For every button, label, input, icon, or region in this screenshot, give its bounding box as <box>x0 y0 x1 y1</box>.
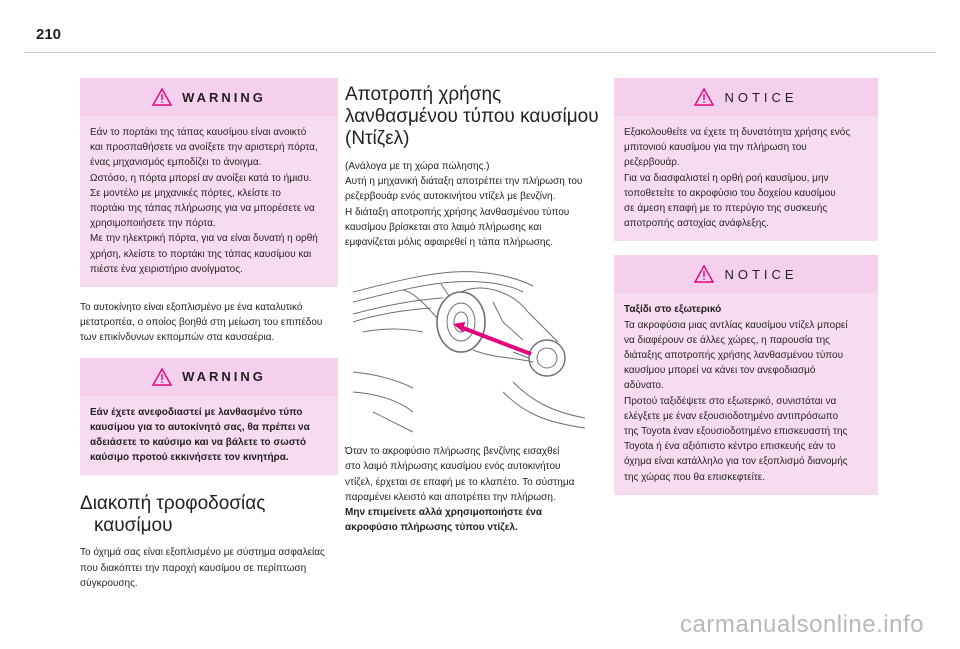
text-line: Σε μοντέλο με μηχανικές πόρτες, κλείστε το <box>90 187 281 199</box>
text-line: πιέστε ένα χειριστήριο ανοίγματος. <box>90 263 243 275</box>
notice-header <box>614 255 878 293</box>
section-heading: Αποτροπή χρήσης <box>345 84 502 105</box>
section-heading: Διακοπή τροφοδοσίας <box>80 493 266 515</box>
text-line: αδύνατο. <box>624 380 664 392</box>
text-line: μετατροπέα, ο οποίος βοηθά στη μείωση του επιπέδου <box>80 317 323 329</box>
notice-text <box>614 116 878 241</box>
caption-paragraph <box>345 444 607 535</box>
text-line: Τα ακροφύσια μιας αντλίας καυσίμου ντίζελ μπορεί <box>624 319 848 331</box>
left-column <box>80 78 338 591</box>
text-line: τοποθετείτε το ακροφύσιο του δοχείου καυσίμου <box>624 187 836 199</box>
text-line: εμφανίζεται μόλις αφαιρεθεί η τάπα πλήρωσης. <box>345 237 554 249</box>
text-line: καυσίμου βρίσκεται στο λαιμό πλήρωσης και <box>345 221 542 233</box>
right-column <box>614 78 878 495</box>
text-line: χρήση, κλείστε το πορτάκι της τάπας καυσίμου και <box>90 248 312 260</box>
text-line: χρησιμοποιήσετε την πόρτα. <box>90 218 216 230</box>
top-divider <box>24 52 936 53</box>
text-line: Η διάταξη αποτροπής χρήσης λανθασμένου τύπου <box>345 206 570 218</box>
watermark: carmanualsonline.info <box>680 611 924 638</box>
text-line: Μην επιμείνετε αλλά χρησιμοποιήστε ένα <box>345 507 543 519</box>
warning-header <box>80 78 338 116</box>
warning-text <box>80 116 338 287</box>
notice-header <box>614 78 878 116</box>
text-line: Με την ηλεκτρική πόρτα, για να είναι δυνατή η ορθή <box>90 233 318 245</box>
notice-label: NOTICE <box>724 89 798 105</box>
text-line: διάταξης αποτροπής χρήσης λανθασμένου τύπου <box>624 350 844 362</box>
text-line: Ωστόσο, η πόρτα μπορεί αν ανοίξει κατά το ήμισυ. <box>90 172 312 184</box>
filler-neck-illustration <box>353 262 585 434</box>
page-number: 210 <box>36 26 62 43</box>
text-line: Toyota ή ένα αξιόπιστο κέντρο επισκευής εάν το <box>624 441 836 453</box>
text-line: ένας μηχανισμός εμποδίζει το άνοιγμα. <box>90 157 262 169</box>
section-heading: καυσίμου <box>94 515 173 537</box>
text-line: αδειάσετε το καύσιμο και να βάλετε το σωστό <box>90 437 307 449</box>
warning-box-fuel <box>80 358 338 476</box>
middle-column <box>345 84 607 535</box>
text-line: σύγκρουσης. <box>80 577 138 589</box>
text-line: ρεζερβουάρ ενός αυτοκινήτου ντίζελ με βενζίνη. <box>345 191 556 203</box>
text-line: καυσίμου για το αυτοκίνητό σας, θα πρέπει να <box>90 421 310 433</box>
notice-triangle-icon <box>694 265 714 283</box>
text-line: (Ανάλογα με τη χώρα πώλησης.) <box>345 161 490 172</box>
notice-triangle-icon <box>694 88 714 106</box>
text-line: Προτού ταξιδέψετε στο εξωτερικό, συνιστάται να <box>624 395 837 407</box>
text-line: παραμένει κλειστό και αποτρέπει την πλήρωση. <box>345 491 556 503</box>
text-line: Εάν το πορτάκι της τάπας καυσίμου είναι ανοικτό <box>90 127 307 138</box>
text-line: μπιτονιού καυσίμου για την πλήρωση του <box>624 142 807 154</box>
section-heading: λανθασμένου τύπου καυσίμου <box>345 106 599 127</box>
text-line: Το όχημά σας είναι εξοπλισμένο με σύστημα ασφαλείας <box>80 547 325 559</box>
notice-box-jerrycan <box>614 78 878 241</box>
warning-text <box>80 396 338 476</box>
text-line: όχημα είναι κατάλληλο για τον εξοπλισμό διανομής <box>624 456 848 468</box>
catalytic-paragraph <box>80 300 338 346</box>
text-line: της χώρας που θα επισκεφτείτε. <box>624 471 766 483</box>
warning-label: WARNING <box>182 89 266 105</box>
text-line: ελέγξετε με έναν εξουσιοδοτημένο αντιπρόσωπο <box>624 410 839 422</box>
text-line: Όταν το ακροφύσιο πλήρωσης βενζίνης εισαχθεί <box>345 446 560 458</box>
notice-title: Ταξίδι στο εξωτερικό <box>624 304 722 316</box>
text-line: Το αυτοκίνητο είναι εξοπλισμένο με ένα καταλυτικό <box>80 302 303 314</box>
text-line: καύσιμο προτού εκκινήσετε τον κινητήρα. <box>90 452 289 464</box>
text-line: και προσπαθήσετε να ανοίξετε την αριστερή πόρτα, <box>90 142 318 154</box>
intro-paragraph <box>345 159 607 250</box>
text-line: να διαφέρουν σε άλλες χώρες, η παρουσία της <box>624 334 831 346</box>
warning-label: WARNING <box>182 369 266 385</box>
warning-triangle-icon <box>152 368 172 386</box>
fuel-cutoff-section <box>80 493 338 591</box>
text-line: στο λαιμό πλήρωσης καυσίμου ενός αυτοκινήτου <box>345 461 561 473</box>
text-line: σε άμεση επαφή με το πτερύγιο της συσκευής <box>624 203 828 215</box>
warning-triangle-icon <box>152 88 172 106</box>
text-line: των επικίνδυνων εκπομπών στα καυσαέρια. <box>80 332 275 344</box>
text-line: καυσίμου μπορεί να κάνει τον ανεφοδιασμό <box>624 365 816 377</box>
text-line: πορτάκι της τάπας πλήρωσης για να μπορέσετε να <box>90 203 315 215</box>
text-line: Για να διασφαλιστεί η ορθή ροή καυσίμου, μην <box>624 172 829 184</box>
notice-text <box>614 293 878 494</box>
text-line: ακροφύσιο πλήρωσης τύπου ντίζελ. <box>345 522 518 534</box>
warning-header <box>80 358 338 396</box>
text-line: αποτροπής αστοχίας ανάφλεξης. <box>624 218 769 230</box>
text-line: ρεζερβουάρ. <box>624 157 680 169</box>
notice-box-travel <box>614 255 878 494</box>
text-line: Εξακολουθείτε να έχετε τη δυνατότητα χρήσης ενός <box>624 127 851 138</box>
section-heading: (Ντίζελ) <box>345 128 410 149</box>
text-line: Αυτή η μηχανική διάταξη αποτρέπει την πλήρωση του <box>345 176 583 188</box>
text-line: της Toyota έναν εξουσιοδοτημένο επισκευαστή της <box>624 426 848 438</box>
text-line: που διακόπτει την παροχή καυσίμου σε περίπτωση <box>80 562 307 574</box>
text-line: ντίζελ, έρχεται σε επαφή με το κλαπέτο. Το σύστημα <box>345 476 575 488</box>
warning-box-door <box>80 78 338 287</box>
notice-label: NOTICE <box>724 266 798 282</box>
text-line: Εάν έχετε ανεφοδιαστεί με λανθασμένο τύπο <box>90 406 303 418</box>
